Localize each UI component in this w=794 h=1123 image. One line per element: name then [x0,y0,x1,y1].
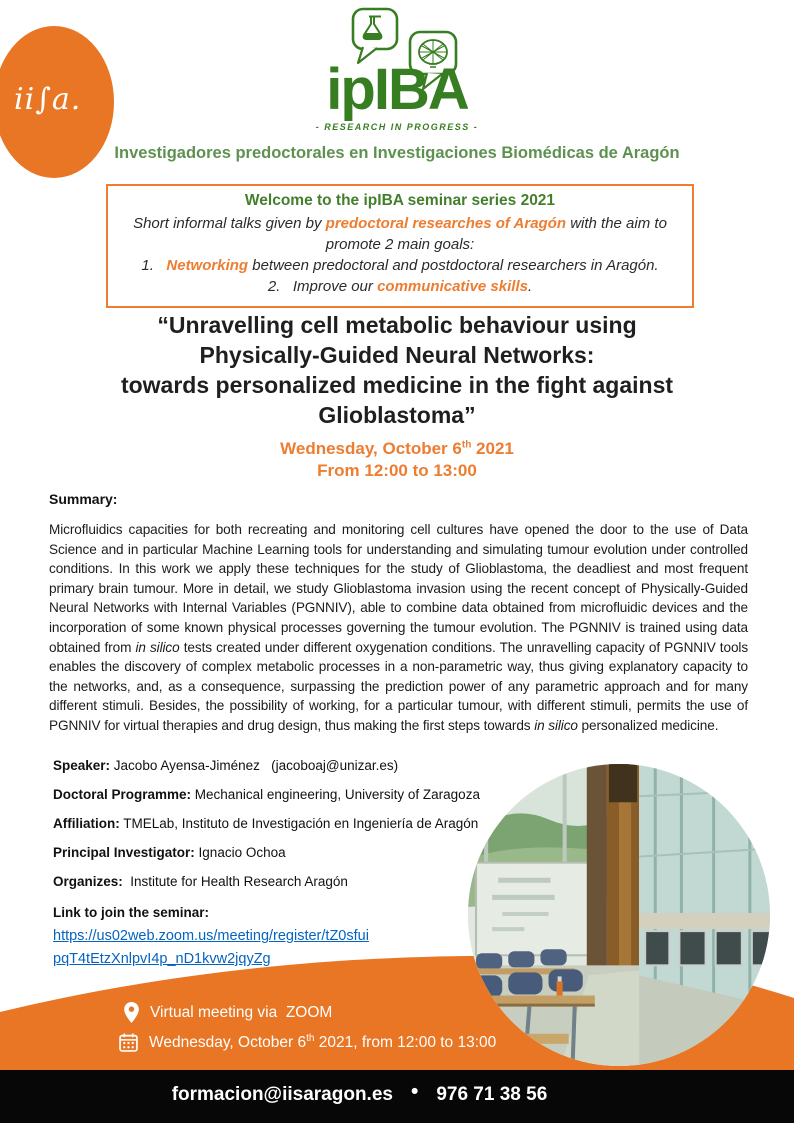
seminar-date [0,438,794,482]
footer-bar [0,1070,794,1123]
seminar-date-line-2: From 12:00 to 13:00 [317,461,477,480]
seminar-room-photo [468,764,770,1066]
seminar-title-line-4: Glioblastoma” [318,402,476,428]
location-pin-icon [124,1002,139,1023]
seminar-title-line-2: Physically-Guided Neural Networks: [199,342,595,368]
welcome-box-intro: Short informal talks given by predoctoral researches of Aragón with the aim to promote 2 main goals: [133,215,667,253]
band-location-line [124,1002,332,1023]
ordinal-suffix: th [306,1032,315,1044]
detail-row-doctoral-programme: Doctoral Programme: Mechanical engineering, University of Zaragoza [53,787,480,802]
footer-separator-dot: • [410,1079,419,1103]
zoom-registration-link-line-1[interactable]: https://us02web.zoom.us/meeting/register/tZ0sfui [53,928,369,944]
seminar-date-line-1: Wednesday, October 6th 2021 [280,439,514,458]
join-link-heading: Link to join the seminar: [53,905,210,920]
welcome-box-goal-1: 1. Networking between predoctoral and postdoctoral researchers in Aragón. [141,257,659,274]
footer-email: formacion@iisaragon.es [171,1083,393,1105]
ipiba-logo-tagline: - RESEARCH IN PROGRESS - [315,122,479,132]
detail-row-affiliation: Affiliation: TMELab, Instituto de Investigación en Ingeniería de Aragón [53,816,479,831]
welcome-box [106,184,694,308]
zoom-registration-link-line-2[interactable]: pqT4tEtzXnlpvI4p_nD1kvw2jqyZg [53,951,271,967]
seminar-title-line-1: “Unravelling cell metabolic behaviour using [157,312,637,338]
ordinal-suffix: th [461,439,472,451]
seminar-title [40,310,754,430]
summary-text: Microfluidics capacities for both recreating and monitoring cell cultures have opened the door to the use of Data Science and in particular Machine Learning tools for understanding and simulating tumour evolution under controlled conditions. In this work we apply these techniques for the study of Glioblastoma, the deadliest and most frequent primary brain tumour. More in detail, we study Glioblastoma invasion using the recent concept of Physically-Guided Neural Networks with Internal Variables (PGNNIV), able to combine data obtained from microfluidic devices and the incorporation of some known physical processes governing the tumour evolution. The PGNNIV is trained using data obtained from in silico tests created under different oxygenation conditions. The unravelling capacity of PGNNIV tools enables the discovery of complex metabolic processes in a non-parametric way, thus giving explanatory capacity to the networks, and, as a consequence, surpassing the prediction power of any parametric approach and for many different stimuli. Besides, the possibility of working, for a particular tumour, with different stimuli, permits the use of PGNNIV for virtual therapies and drug design, thus making the first steps towards in silico personalized medicine. [49,522,749,733]
detail-row-principal-investigator: Principal Investigator: Ignacio Ochoa [53,845,286,860]
welcome-box-goal-2: 2. Improve our communicative skills. [267,278,533,295]
seminar-title-line-3: towards personalized medicine in the fight against [120,372,674,398]
calendar-icon [119,1033,138,1052]
seminar-room-photo-graphic [468,764,770,1066]
iisa-logo: ii∫a. [14,82,82,117]
footer-phone: 976 71 38 56 [436,1083,548,1105]
detail-row-organizes: Organizes: Institute for Health Research Aragón [53,874,348,889]
chat-bubble-flask-icon [353,9,397,63]
band-date-line [119,1033,496,1052]
summary-heading: Summary: [49,491,118,507]
band-location-text: Virtual meeting via ZOOM [150,1003,333,1021]
ipiba-logo-wordmark: ipIBA [326,57,468,122]
detail-row-speaker: Speaker: Jacobo Ayensa-Jiménez (jacoboaj@unizar.es) [53,758,399,773]
seminar-details [53,757,480,902]
band-date-text: Wednesday, October 6th 2021, from 12:00 to 13:00 [149,1032,497,1051]
ipiba-subtitle: Investigadores predoctorales en Investigaciones Biomédicas de Aragón [114,144,680,162]
welcome-box-title: Welcome to the ipIBA seminar series 2021 [244,192,556,209]
